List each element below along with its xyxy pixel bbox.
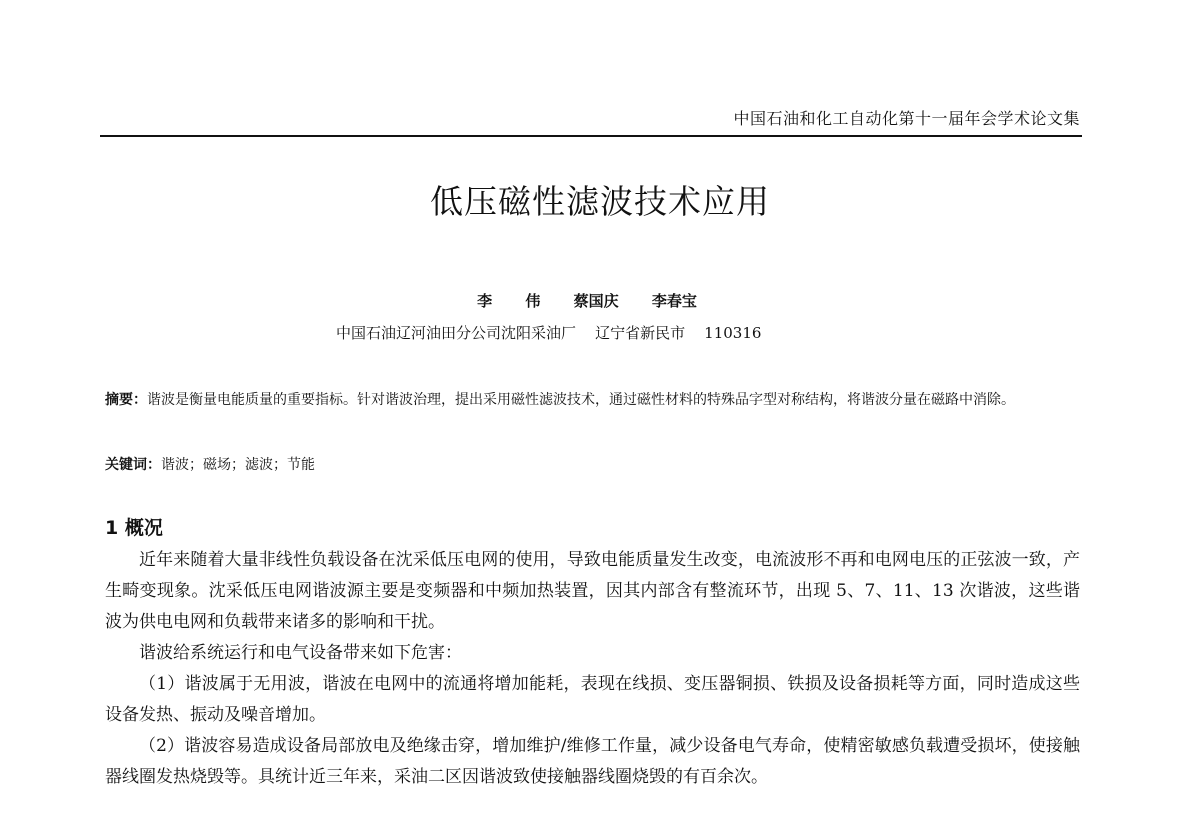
author-affiliation: 中国石油辽河油田分公司沈阳采油厂 辽宁省新民市 110316	[336, 324, 762, 342]
running-head: 中国石油和化工自动化第十一届年会学术论文集	[733, 109, 1080, 128]
abstract-text: 谐波是衡量电能质量的重要指标。针对谐波治理，提出采用磁性滤波技术，通过磁性材料的特殊品字型对称结构，将谐波分量在磁路中消除。	[147, 392, 1015, 408]
keywords	[105, 454, 315, 474]
keywords-text: 谐波；磁场；滤波；节能	[161, 457, 315, 473]
author-list: 李 伟 蔡国庆 李春宝	[477, 292, 697, 310]
abstract	[105, 386, 1080, 415]
paragraph: 谐波给系统运行和电气设备带来如下危害：	[139, 643, 462, 663]
paragraph: （2）谐波容易造成设备局部放电及绝缘击穿，增加维护/维修工作量，减少设备电气寿命，使精密敏感负载遭受损坏，使接触器线圈发热烧毁等。具统计近三年来，采油二区因谐波致使接触器线圈烧毁的有百余次。	[105, 736, 1080, 787]
paragraph: （1）谐波属于无用波，谐波在电网中的流通将增加能耗，表现在线损、变压器铜损、铁损及设备损耗等方面，同时造成这些设备发热、振动及噪音增加。	[105, 674, 1080, 725]
paragraph: 近年来随着大量非线性负载设备在沈采低压电网的使用，导致电能质量发生改变，电流波形不再和电网电压的正弦波一致，产生畸变现象。沈采低压电网谐波源主要是变频器和中频加热装置，因其内部含有整流环节，出现 5、7、11、13 次谐波，这些谐波为供电电网和负载带来诸多的影响和干扰。	[105, 550, 1080, 632]
section-heading: 1 概况	[105, 517, 163, 539]
section-body	[105, 545, 1080, 793]
paper-title: 低压磁性滤波技术应用	[430, 182, 770, 221]
abstract-label: 摘要：	[105, 392, 147, 408]
header-rule	[100, 135, 1082, 137]
keywords-label: 关键词：	[105, 457, 161, 473]
